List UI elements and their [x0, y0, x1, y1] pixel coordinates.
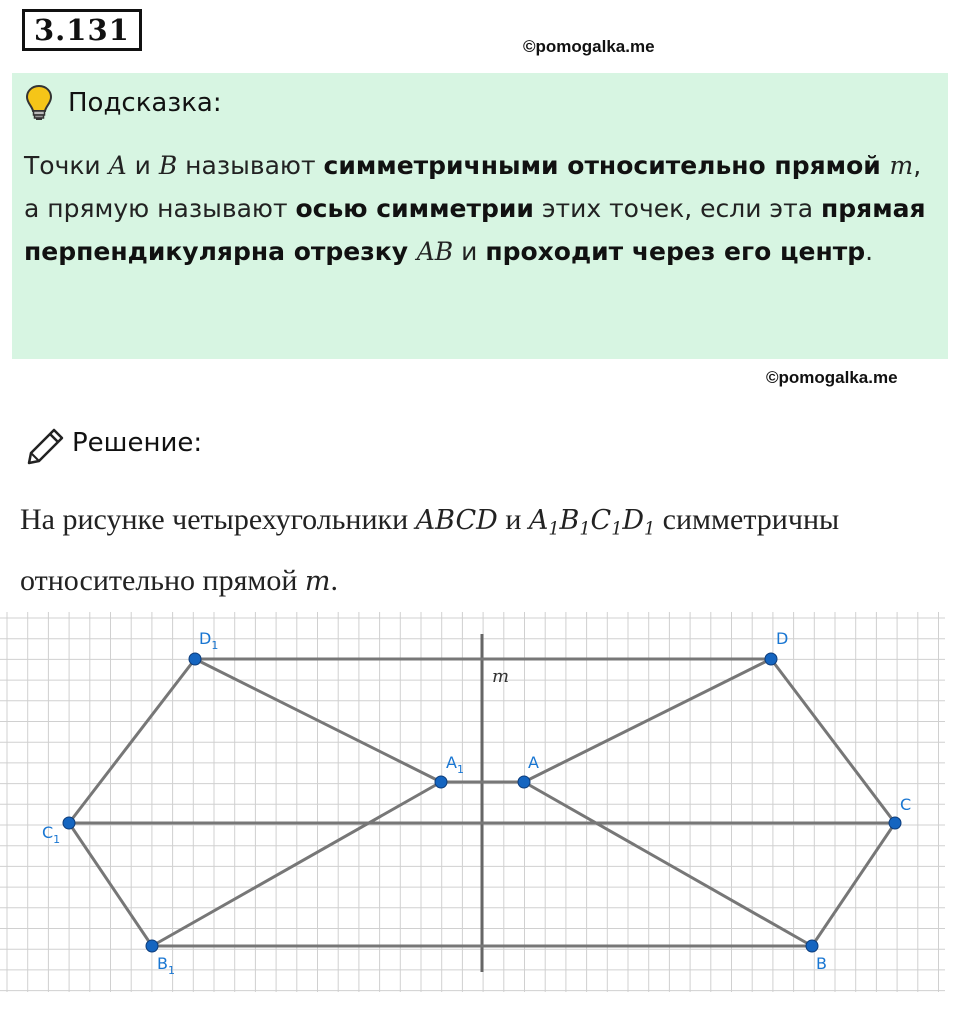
hint-title: Подсказка: [68, 88, 222, 118]
point-a [518, 776, 530, 788]
pencil-icon [26, 426, 66, 466]
solution-title: Решение: [72, 428, 203, 458]
label-d1: $D_1$ [199, 629, 219, 652]
label-b: B [816, 954, 827, 973]
point-c [889, 817, 901, 829]
label-a: A [528, 753, 539, 772]
quad-abcd [524, 659, 895, 946]
symmetry-figure [0, 612, 960, 1004]
problem-number: 3.131 [22, 9, 142, 51]
lightbulb-icon [25, 84, 53, 122]
point-b1 [146, 940, 158, 952]
edge-b-c [812, 823, 895, 946]
label-d: D [776, 629, 789, 648]
point-d [765, 653, 777, 665]
edge-a-b [524, 782, 812, 946]
axis-label-m: m [492, 666, 510, 687]
hint-text: Точки A и B называют симметричными относительно прямой m, а прямую называют осью симметрии этих точек, если эта прямая перпендикулярна отрезку AB и проходит через его центр. [24, 151, 926, 266]
edge-c1-d1 [69, 659, 195, 823]
label-c1: $C_1$ [42, 823, 61, 846]
label-b1: $B_1$ [157, 954, 175, 977]
grid [0, 612, 945, 992]
label-a1: $A_1$ [446, 753, 464, 776]
edge-d-a [524, 659, 771, 782]
point-b [806, 940, 818, 952]
point-c1 [63, 817, 75, 829]
watermark-2: ©pomogalka.me [766, 368, 898, 387]
point-d1 [189, 653, 201, 665]
point-a1 [435, 776, 447, 788]
solution-text: На рисунке четырехугольники ABCD и $A_1B_1C_1D_1$ симметричны относительно прямой m. [20, 503, 840, 597]
hint-box [12, 73, 948, 359]
watermark: ©pomogalka.me [523, 37, 655, 56]
label-c: C [900, 795, 912, 814]
